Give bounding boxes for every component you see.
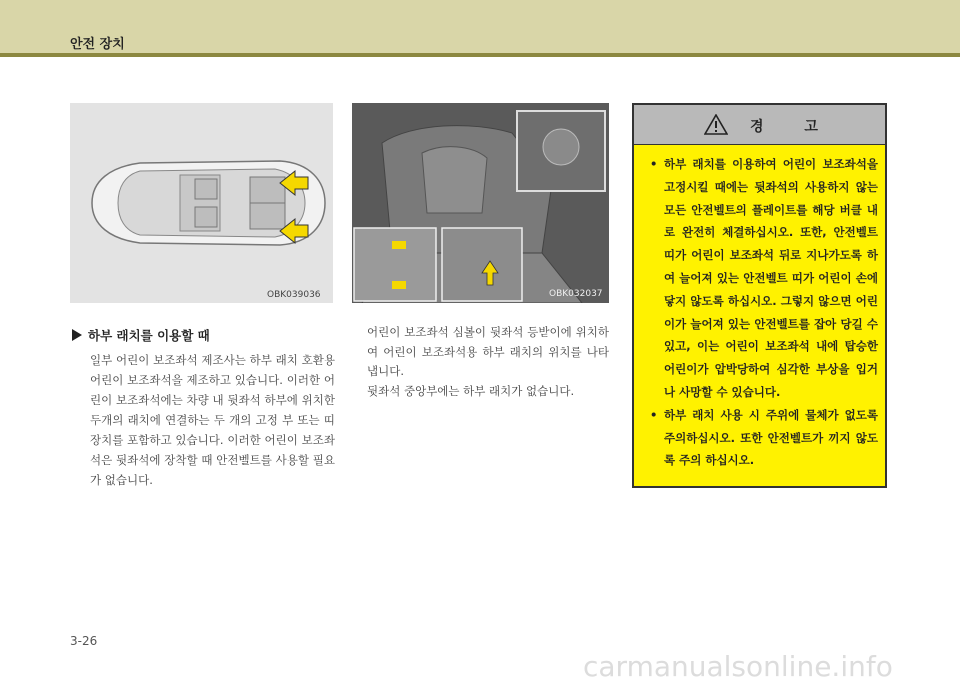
watermark: carmanualsonline.info	[583, 650, 893, 683]
warning-list	[650, 153, 878, 472]
warning-box	[632, 103, 887, 488]
car-topview-illustration	[70, 103, 333, 303]
figure-code: OBK032037	[549, 289, 603, 299]
rear-seat-illustration	[352, 103, 609, 303]
warning-triangle-icon	[704, 114, 728, 135]
page-section-title: 안전 장치	[70, 37, 125, 52]
page-number: 3-26	[70, 634, 98, 648]
section-heading	[72, 326, 210, 344]
section-heading-text: 하부 래치를 이용할 때	[88, 328, 210, 343]
header-divider	[0, 53, 960, 57]
figure-code: OBK039036	[267, 290, 321, 300]
caption-line: 어린이 보조좌석 심볼이 뒷좌석 등받이에 위치하여 어린이 보조좌석용 하부 래치의 위치를 나타냅니다.	[367, 325, 609, 378]
caption-line: 뒷좌석 중앙부에는 하부 래치가 없습니다.	[367, 383, 575, 398]
figure-caption	[367, 323, 609, 401]
body-paragraph: 일부 어린이 보조좌석 제조사는 하부 래치 호환용 어린이 보조좌석을 제조하고 있습니다. 이러한 어린이 보조좌석에는 차량 내 뒷좌석 하부에 위치한 두개의 래치에 연결하는 두 개의 고정 부 또는 띠 장치를 포함하고 있습니다. 이러한 어린이 보조좌석은 뒷좌석에 장착할 때 안전벨트를 사용할 필요가 없습니다.	[90, 353, 335, 487]
header-bar	[0, 0, 960, 55]
warning-item: • 하부 래치 사용 시 주위에 물체가 없도록 주의하십시오. 또한 안전벨트가 끼지 않도록 주의 하십시오.	[650, 404, 878, 472]
warning-header	[634, 105, 885, 145]
warning-title: 경 고	[750, 119, 836, 135]
rear-seat-figure	[352, 103, 609, 303]
warning-item: • 하부 래치를 이용하여 어린이 보조좌석을 고정시킬 때에는 뒷좌석의 사용하지 않는 모든 안전벨트의 플레이트를 해당 버클 내로 완전히 체결하십시오. 또한, 안전벨트 띠가 어린이 보조좌석 뒤로 지나가도록 하여 늘어져 있는 안전벨트 띠가 어린이 손에 닿지 않도록 하십시오. 그렇지 않으면 어린이가 늘어져 있는 안전벨트를 잡아 당길 수 있고, 이는 어린이 보조좌석 내에 탑승한 어린이가 압박당하여 심각한 부상을 입거나 사망할 수 있습니다.	[650, 153, 878, 404]
triangle-bullet-icon	[72, 329, 82, 341]
car-topview-figure	[70, 103, 333, 303]
